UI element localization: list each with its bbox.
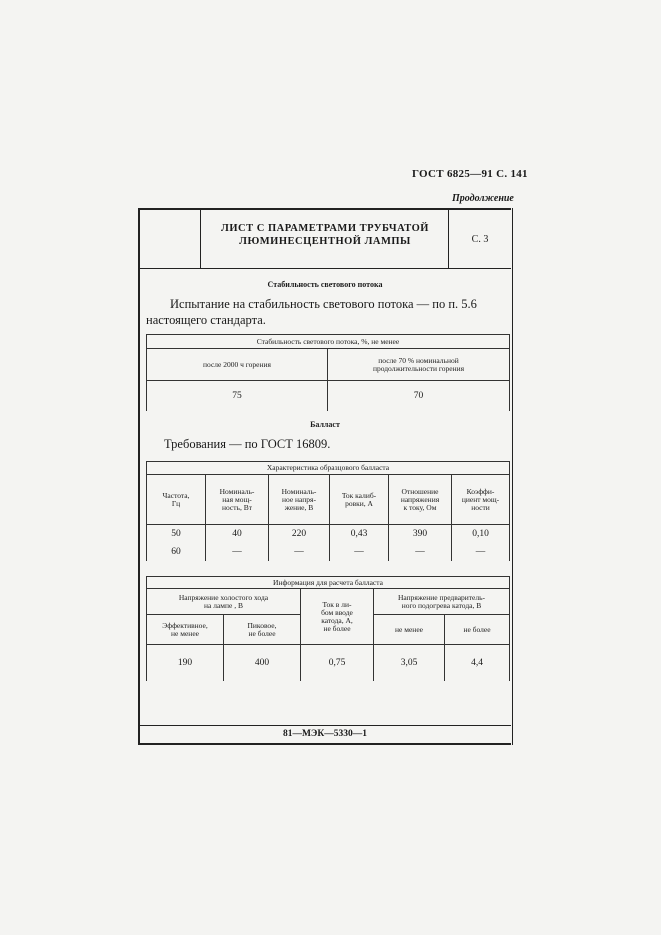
ballast-r1-c5: 390 [389,525,452,544]
info-current-l4: не более [323,623,351,633]
ballast-col-power-l1: Номиналь- [219,486,255,496]
ballast-r2-c5: — [389,543,452,561]
ballast-col-current-l2: ровки, А [345,498,373,508]
ballast-col-power-factor-l1: Коэффи- [466,486,495,496]
stability-col2-line1: после 70 % номинальной [378,355,459,365]
ballast-r2-c6: — [452,543,510,561]
ballast-col-voltage [269,475,330,525]
ballast-r1-c1: 50 [147,525,206,544]
ballast-col-power-factor [452,475,510,525]
info-sub-max: не более [445,615,510,645]
gost-number: ГОСТ 6825—91 С. 141 [412,168,528,180]
ballast-requirements: Требования — по ГОСТ 16809. [164,437,331,451]
ballast-r1-c6: 0,10 [452,525,510,544]
ballast-r2-c1: 60 [147,543,206,561]
info-sub1-line2: не менее [171,628,199,638]
ballast-col-frequency-l1: Частота, [162,490,190,500]
stability-table-title: Стабильность светового потока, %, не менее [147,335,510,349]
info-val-min: 3,05 [374,645,445,681]
ballast-col-voltage-l1: Номиналь- [281,486,317,496]
ballast-col-frequency-l2: Гц [171,498,181,508]
ballast-r1-c4: 0,43 [330,525,389,544]
ballast-r2-c4: — [330,543,389,561]
ballast-table [146,461,510,561]
ballast-col-power-factor-l2: циент мощ- [461,494,500,504]
ballast-col-voltage-l2: ное напря- [281,494,316,504]
info-val-max: 4,4 [445,645,510,681]
info-current-l1: Ток в ли- [322,599,352,609]
footer-code: 81—МЭК—5330—1 [282,729,368,739]
stability-col1: после 2000 ч горения [147,349,328,381]
info-sub2-line2: не более [248,628,276,638]
stability-val2: 70 [328,381,510,411]
header-divider-right [448,208,449,268]
info-val-peak: 400 [224,645,301,681]
stability-text-line2: настоящего стандарта. [146,313,266,327]
ballast-col-ratio-l3: к току, Ом [403,502,437,512]
info-sub-peak [224,615,301,645]
stability-text-line1: Испытание на стабильность светового потока — по п. 5.6 [170,297,477,311]
ballast-col-power-factor-l3: ности [471,502,490,512]
ballast-col-ratio-l2: напряжения [400,494,440,504]
ballast-col-voltage-l3: жение, В [284,502,314,512]
info-sub2-line1: Пиковое, [247,620,277,630]
stability-val1: 75 [147,381,328,411]
stability-table [146,334,510,411]
ballast-r1-c3: 220 [269,525,330,544]
info-group-open-circuit [147,589,301,615]
ballast-r2-c3: — [269,543,330,561]
sheet-title-line1: ЛИСТ С ПАРАМЕТРАМИ ТРУБЧАТОЙ [221,223,429,234]
ballast-col-frequency [147,475,206,525]
info-sub1-line1: Эффективное, [162,620,208,630]
ballast-col-current-l1: Ток калиб- [341,490,377,500]
ballast-col-current [330,475,389,525]
ballast-col-ratio-l1: Отношение [401,486,439,496]
continuation-label: Продолжение [452,193,514,204]
info-sub-min: не менее [374,615,445,645]
info-group-preheat [374,589,510,615]
sheet-title-line2: ЛЮМИНЕСЦЕНТНОЙ ЛАМПЫ [239,236,411,247]
footer-bottom-line [138,743,511,745]
sheet-page: С. 3 [471,234,489,245]
info-val-effective: 190 [147,645,224,681]
info-current-l3: катода, А, [321,615,353,625]
ballast-col-power [206,475,269,525]
info-group1-line1: Напряжение холостого хода [178,592,269,602]
ballast-col-power-l3: ность, Вт [221,502,252,512]
ballast-col-power-l2: ная мощ- [222,494,252,504]
info-group2-line1: Напряжение предваритель- [397,592,486,602]
info-current-l2: бом вводе [321,607,353,617]
stability-col2-line2: продолжительности горения [372,363,465,373]
ballast-col-ratio [389,475,452,525]
ballast-r1-c2: 40 [206,525,269,544]
ballast-row-60hz [147,543,510,561]
ballast-heading: Балласт [310,420,340,429]
ballast-row-50hz [147,525,510,544]
info-val-current: 0,75 [301,645,374,681]
info-group2-line2: ного подогрева катода, В [401,600,482,610]
sheet-title [202,222,448,248]
sheet-header [138,208,511,269]
info-group1-line2: на лампе , В [203,600,243,610]
info-table-title: Информация для расчета балласта [147,577,510,589]
stability-col2 [328,349,510,381]
info-table [146,576,510,681]
stability-heading: Стабильность светового потока [267,280,383,289]
ballast-r2-c2: — [206,543,269,561]
header-divider-left [200,208,201,268]
info-current [301,589,374,645]
info-sub-effective [147,615,224,645]
ballast-table-title: Характеристика образцового балласта [147,462,510,475]
